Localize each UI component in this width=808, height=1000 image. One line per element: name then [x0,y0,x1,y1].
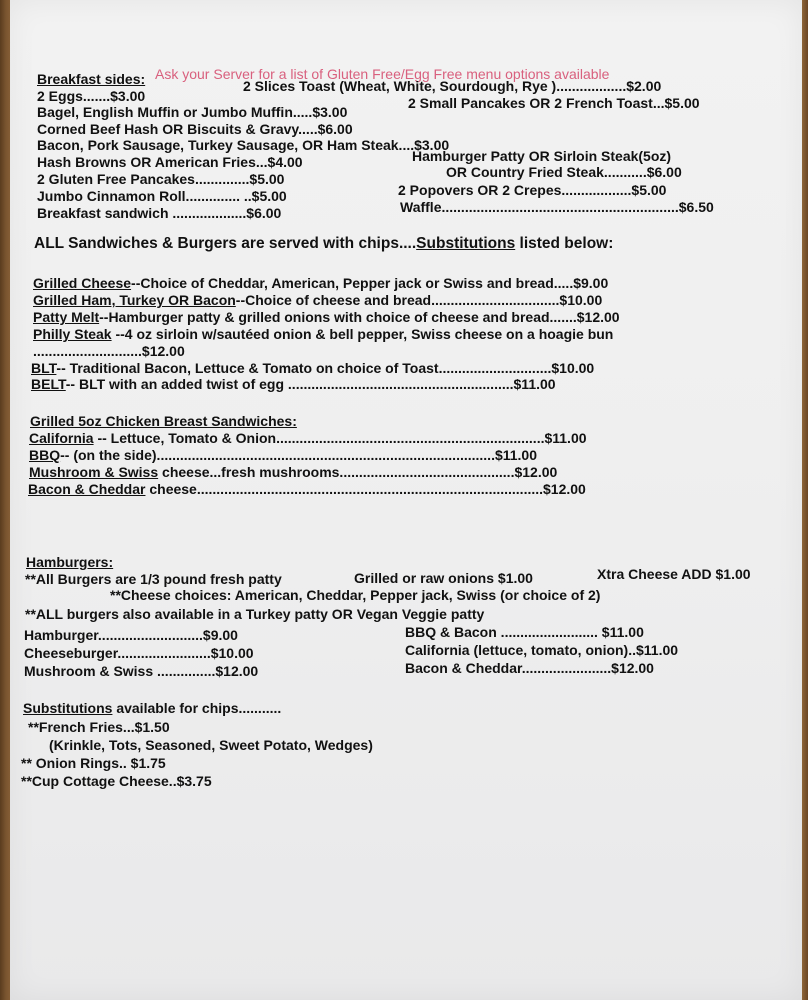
substitutions-heading [23,700,281,716]
item-desc: --Choice of cheese and bread.................................$10.00 [235,292,603,308]
substitutions-heading-rest: available for chips........... [112,700,282,716]
menu-item-small-pancakes: 2 Small Pancakes OR 2 French Toast...$5.00 [408,95,700,111]
item-desc: cheese.........................................................................................$12.00 [145,481,586,497]
menu-item-waffle: Waffle.............................................................$6.50 [400,199,714,215]
gluten-free-note: Ask your Server for a list of Gluten Free/Egg Free menu options available [155,66,610,82]
menu-item-bagel: Bagel, English Muffin or Jumbo Muffin.....$3.00 [37,104,348,120]
menu-item-breakfast-sandwich: Breakfast sandwich ...................$6.00 [37,205,282,221]
menu-item-gf-pancakes: 2 Gluten Free Pancakes..............$5.00 [37,171,285,187]
menu-item-corned-beef: Corned Beef Hash OR Biscuits & Gravy.....$6.00 [37,121,353,137]
item-desc: -- BLT with an added twist of egg ..........................................................$11.00 [65,376,556,392]
item-desc: --Hamburger patty & grilled onions with choice of cheese and bread.......$12.00 [99,309,620,325]
sub-cottage-cheese: **Cup Cottage Cheese..$3.75 [21,773,212,789]
item-name: Mushroom & Swiss [29,464,159,480]
menu-item-country-fried-steak: OR Country Fried Steak...........$6.00 [446,164,682,180]
item-desc: --4 oz sirloin w/sautéed onion & bell pepper, Swiss cheese on a hoagie bun [111,326,614,342]
item-name: BBQ [29,447,61,463]
item-name: Grilled Ham, Turkey OR Bacon [33,292,236,308]
menu-item-philly-steak [33,326,613,342]
menu-page [10,0,802,1000]
menu-item-eggs: 2 Eggs.......$3.00 [37,88,146,104]
menu-item-bbq-bacon-burger: BBQ & Bacon ......................... $11.00 [405,624,644,640]
substitutions-link-text: Substitutions [416,235,516,252]
menu-item-bacon-sausage: Bacon, Pork Sausage, Turkey Sausage, OR Ham Steak....$3.00 [37,137,450,153]
item-desc: -- (on the side).......................................................................................$11.00 [60,447,538,463]
burger-note-xtra-cheese: Xtra Cheese ADD $1.00 [597,566,751,582]
menu-item-mushroom-swiss-chicken [29,464,557,480]
menu-item-mushroom-swiss-burger: Mushroom & Swiss ...............$12.00 [24,663,259,679]
menu-item-hamburger-patty: Hamburger Patty OR Sirloin Steak(5oz) [412,148,672,164]
menu-item-grilled-ham [33,292,602,308]
sub-french-fries: **French Fries...$1.50 [28,719,170,735]
item-name: Grilled Cheese [33,275,132,291]
menu-item-patty-melt [33,309,620,325]
sandwiches-intro-end: listed below: [519,235,614,252]
item-name: Philly Steak [33,326,112,342]
sandwiches-intro-text: ALL Sandwiches & Burgers are served with chips.... [34,235,417,252]
menu-item-popovers: 2 Popovers OR 2 Crepes..................$5.00 [398,182,667,198]
item-name: California [29,430,94,446]
menu-item-bbq-chicken [29,447,537,463]
menu-item-cinnamon-roll: Jumbo Cinnamon Roll.............. ..$5.00 [37,188,287,204]
philly-steak-price: ............................$12.00 [33,343,185,359]
hamburgers-heading: Hamburgers: [26,554,114,570]
menu-item-belt [31,376,556,392]
menu-item-grilled-cheese [33,275,608,291]
substitutions-heading-word: Substitutions [23,700,113,716]
menu-item-bacon-cheddar-burger: Bacon & Cheddar.......................$12.00 [405,660,654,676]
sandwiches-intro [34,236,613,252]
chicken-heading: Grilled 5oz Chicken Breast Sandwiches: [30,413,297,429]
menu-item-hash-browns: Hash Browns OR American Fries...$4.00 [37,154,303,170]
menu-item-california-burger: California (lettuce, tomato, onion)..$11.00 [405,642,679,658]
menu-item-california-chicken [29,430,587,446]
item-name: Patty Melt [33,309,100,325]
breakfast-heading: Breakfast sides: [37,71,146,87]
item-desc: --Choice of Cheddar, American, Pepper jack or Swiss and bread.....$9.00 [131,275,609,291]
menu-item-cheeseburger: Cheeseburger........................$10.00 [24,645,254,661]
sub-fries-styles: (Krinkle, Tots, Seasoned, Sweet Potato, Wedges) [49,737,373,753]
item-name: BELT [31,376,66,392]
item-desc: -- Lettuce, Tomato & Onion.....................................................................$11.00 [93,430,587,446]
menu-item-bacon-cheddar-chicken [28,481,586,497]
item-name: BLT [31,360,57,376]
item-name: Bacon & Cheddar [28,481,146,497]
menu-item-toast: 2 Slices Toast (Wheat, White, Sourdough, Rye )..................$2.00 [243,78,662,94]
burger-note-patty: **All Burgers are 1/3 pound fresh patty [25,571,282,587]
burger-note-onions: Grilled or raw onions $1.00 [354,570,533,586]
item-desc: cheese...fresh mushrooms.............................................$12.00 [158,464,558,480]
item-desc: -- Traditional Bacon, Lettuce & Tomato on choice of Toast.............................$10.00 [56,360,595,376]
burger-note-turkey-vegan: **ALL burgers also available in a Turkey patty OR Vegan Veggie patty [25,606,485,622]
sub-onion-rings: ** Onion Rings.. $1.75 [21,755,166,771]
menu-item-hamburger: Hamburger...........................$9.00 [24,627,238,643]
burger-note-cheese-choices: **Cheese choices: American, Cheddar, Pepper jack, Swiss (or choice of 2) [110,587,601,603]
menu-item-blt [31,360,594,376]
